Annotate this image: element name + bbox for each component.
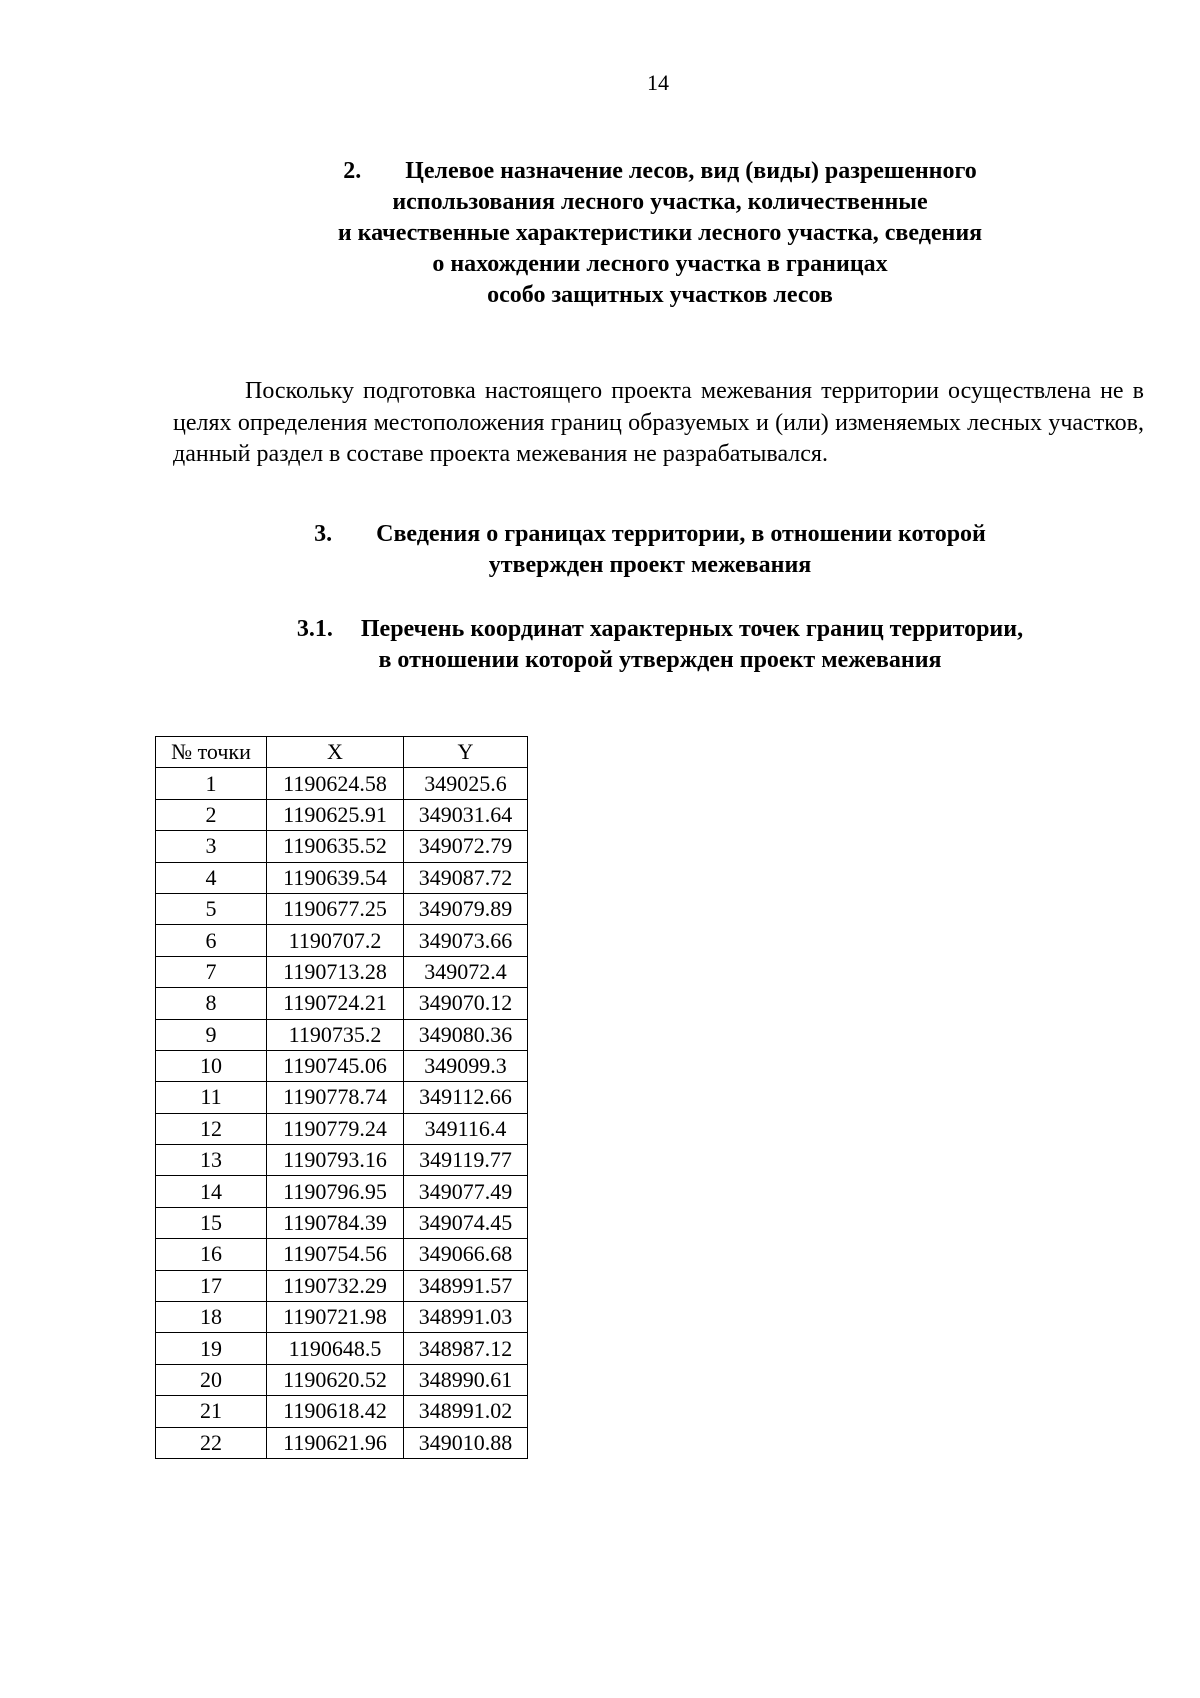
table-row [156,831,528,862]
x-coordinate-cell: 1190754.56 [267,1239,404,1270]
table-row [156,1050,528,1081]
point-number-cell: 22 [156,1427,267,1458]
table-row [156,768,528,799]
x-coordinate-cell: 1190621.96 [267,1427,404,1458]
x-coordinate-cell: 1190713.28 [267,956,404,987]
x-coordinate-cell: 1190635.52 [267,831,404,862]
point-number-cell: 12 [156,1113,267,1144]
table-header-row [156,737,528,768]
y-coordinate-cell: 349119.77 [404,1145,528,1176]
table-row [156,956,528,987]
x-coordinate-cell: 1190625.91 [267,799,404,830]
table-row [156,1364,528,1395]
point-number-cell: 6 [156,925,267,956]
point-number-cell: 3 [156,831,267,862]
section-2-heading [160,156,1160,311]
point-number-cell: 4 [156,862,267,893]
x-coordinate-cell: 1190724.21 [267,988,404,1019]
x-coordinate-cell: 1190618.42 [267,1396,404,1427]
table-row [156,1302,528,1333]
x-coordinate-cell: 1190778.74 [267,1082,404,1113]
section-2-body-text: Поскольку подготовка настоящего проекта межевания территории осуществлена не в целях определения местоположения границ образуемых и (или) изменяемых лесных участков, данный раздел в составе проекта межевания не разрабатывался. [173,378,1144,467]
heading-line [150,519,1150,550]
table-row [156,1113,528,1144]
y-coordinate-cell: 349073.66 [404,925,528,956]
heading-text: Целевое назначение лесов, вид (виды) разрешенного [405,158,977,184]
heading-line: в отношении которой утвержден проект межевания [378,647,942,673]
y-coordinate-cell: 349031.64 [404,799,528,830]
y-coordinate-cell: 349010.88 [404,1427,528,1458]
point-number-cell: 16 [156,1239,267,1270]
point-number-cell: 2 [156,799,267,830]
x-coordinate-cell: 1190624.58 [267,768,404,799]
y-coordinate-cell: 348991.57 [404,1270,528,1301]
point-number-cell: 17 [156,1270,267,1301]
page-number: 14 [647,70,669,95]
x-coordinate-cell: 1190735.2 [267,1019,404,1050]
table-row [156,1176,528,1207]
y-coordinate-cell: 349099.3 [404,1050,528,1081]
y-coordinate-cell: 348991.02 [404,1396,528,1427]
x-coordinate-cell: 1190784.39 [267,1207,404,1238]
section-number: 2. [343,158,362,184]
heading-line: о нахождении лесного участка в границах [432,251,888,277]
heading-text: Перечень координат характерных точек границ территории, [360,616,1024,642]
y-coordinate-cell: 349112.66 [404,1082,528,1113]
y-coordinate-cell: 349066.68 [404,1239,528,1270]
y-coordinate-cell: 349077.49 [404,1176,528,1207]
table-row [156,1019,528,1050]
table-row [156,1145,528,1176]
x-coordinate-cell: 1190620.52 [267,1364,404,1395]
x-coordinate-cell: 1190648.5 [267,1333,404,1364]
table-row [156,1396,528,1427]
x-coordinate-cell: 1190732.29 [267,1270,404,1301]
x-coordinate-cell: 1190707.2 [267,925,404,956]
y-coordinate-cell: 349116.4 [404,1113,528,1144]
section-number: 3.1. [296,616,333,642]
x-coordinate-cell: 1190721.98 [267,1302,404,1333]
point-number-cell: 13 [156,1145,267,1176]
table-row [156,1082,528,1113]
point-number-cell: 8 [156,988,267,1019]
y-coordinate-cell: 349072.4 [404,956,528,987]
table-row [156,1239,528,1270]
y-coordinate-cell: 349025.6 [404,768,528,799]
point-number-cell: 5 [156,893,267,924]
y-coordinate-cell: 349079.89 [404,893,528,924]
y-coordinate-cell: 349087.72 [404,862,528,893]
section-number: 3. [314,521,333,547]
section-3-1-heading [160,614,1160,676]
y-coordinate-cell: 349072.79 [404,831,528,862]
heading-line: утвержден проект межевания [488,552,812,578]
heading-line: особо защитных участков лесов [487,282,833,308]
x-coordinate-cell: 1190745.06 [267,1050,404,1081]
heading-text: Сведения о границах территории, в отношении которой [376,521,986,547]
table-row [156,1207,528,1238]
table-body [156,768,528,1459]
table-row [156,988,528,1019]
column-header-x: X [267,737,404,768]
table-row [156,1427,528,1458]
point-number-cell: 18 [156,1302,267,1333]
x-coordinate-cell: 1190779.24 [267,1113,404,1144]
table-row [156,1270,528,1301]
table-row [156,925,528,956]
point-number-cell: 1 [156,768,267,799]
column-header-point: № точки [156,737,267,768]
x-coordinate-cell: 1190796.95 [267,1176,404,1207]
column-header-y: Y [404,737,528,768]
heading-line: использования лесного участка, количественные [392,189,928,215]
point-number-cell: 14 [156,1176,267,1207]
x-coordinate-cell: 1190677.25 [267,893,404,924]
y-coordinate-cell: 348991.03 [404,1302,528,1333]
y-coordinate-cell: 348987.12 [404,1333,528,1364]
point-number-cell: 11 [156,1082,267,1113]
point-number-cell: 21 [156,1396,267,1427]
point-number-cell: 7 [156,956,267,987]
point-number-cell: 19 [156,1333,267,1364]
x-coordinate-cell: 1190793.16 [267,1145,404,1176]
coordinates-table [155,736,528,1459]
y-coordinate-cell: 349070.12 [404,988,528,1019]
point-number-cell: 20 [156,1364,267,1395]
point-number-cell: 9 [156,1019,267,1050]
table-row [156,1333,528,1364]
y-coordinate-cell: 349080.36 [404,1019,528,1050]
y-coordinate-cell: 348990.61 [404,1364,528,1395]
table-row [156,893,528,924]
x-coordinate-cell: 1190639.54 [267,862,404,893]
point-number-cell: 15 [156,1207,267,1238]
point-number-cell: 10 [156,1050,267,1081]
heading-line [160,156,1160,187]
table-row [156,862,528,893]
y-coordinate-cell: 349074.45 [404,1207,528,1238]
heading-line [160,614,1160,645]
heading-line: и качественные характеристики лесного участка, сведения [337,220,983,246]
table-row [156,799,528,830]
section-3-heading [150,519,1150,581]
